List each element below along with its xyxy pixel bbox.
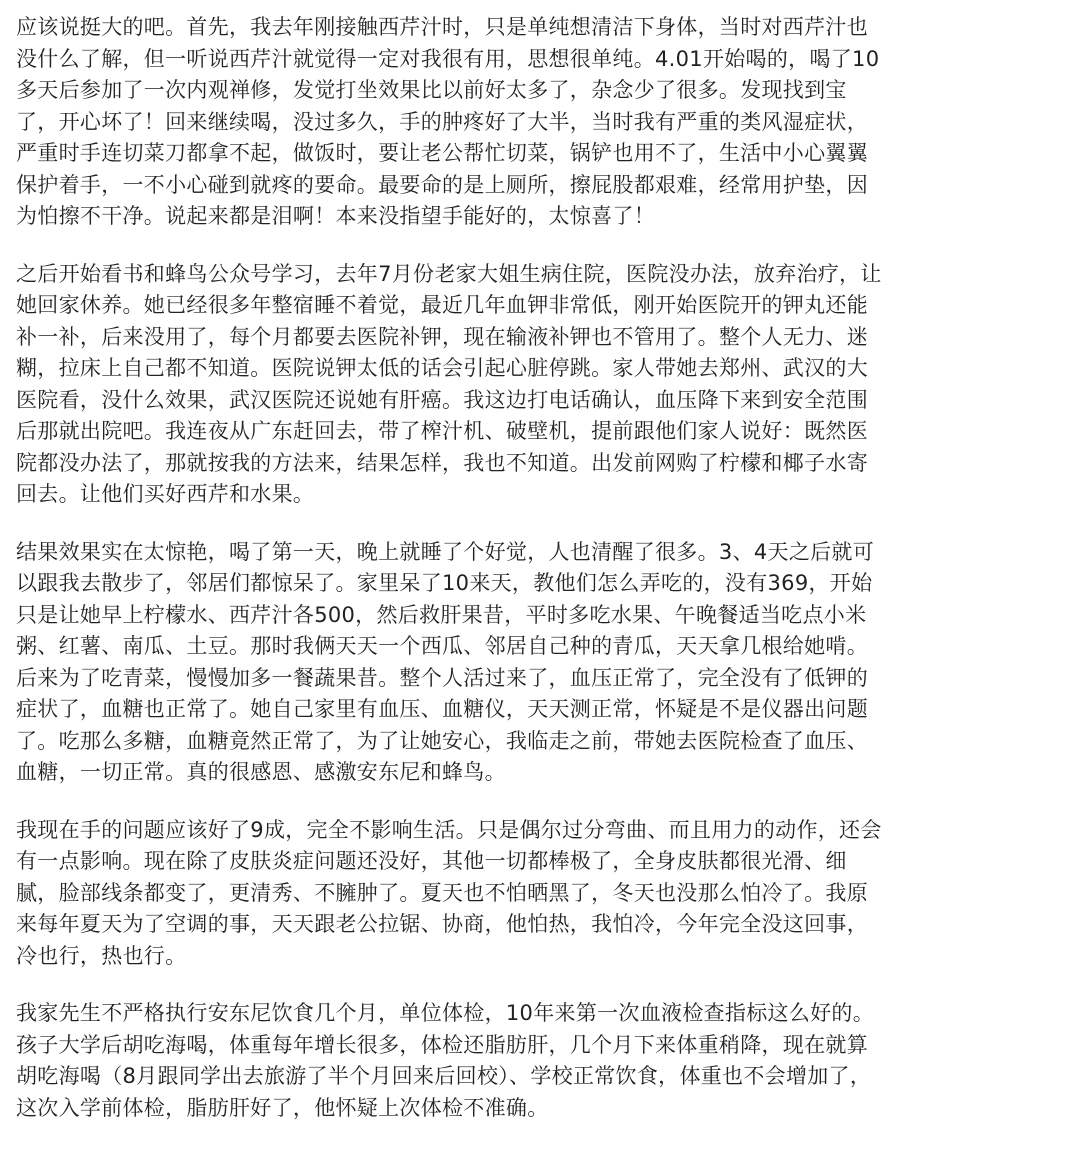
text-line: 医院看，没什么效果，武汉医院还说她有肝癌。我这边打电话确认，血压降下来到安全范围	[16, 387, 868, 412]
text-line: 我家先生不严格执行安东尼饮食几个月，单位体检，10年来第一次血液检查指标这么好的。	[16, 1001, 875, 1025]
text-line: 院都没办法了，那就按我的方法来，结果怎样，我也不知道。出发前网购了柠檬和椰子水寄	[16, 450, 868, 475]
text-line: 胡吃海喝（8月跟同学出去旅游了半个月回来后回校）、学校正常饮食，体重也不会增加了，	[16, 1064, 872, 1088]
text-line: 腻，脸部线条都变了，更清秀、不臃肿了。夏天也不怕晒黑了，冬天也没那么怕冷了。我原	[16, 880, 868, 905]
text-line: 我现在手的问题应该好了9成，完全不影响生活。只是偶尔过分弯曲、而且用力的动作，还会	[16, 817, 882, 842]
text-line: 血糖，一切正常。真的很感恩、感激安东尼和蜂鸟。	[16, 760, 506, 784]
text-line: 应该说挺大的吧。首先，我去年刚接触西芹汁时，只是单纯想清洁下身体，当时对西芹汁也	[16, 15, 868, 39]
paragraph-2	[16, 259, 1066, 511]
document-body	[16, 12, 1066, 1150]
text-line: 糊，拉床上自己都不知道。医院说钾太低的话会引起心脏停跳。家人带她去郑州、武汉的大	[16, 356, 868, 380]
text-line: 以跟我去散步了，邻居们都惊呆了。家里呆了10来天，教他们怎么弄吃的，没有369，开始	[16, 571, 873, 595]
text-line: 结果效果实在太惊艳，喝了第一天，晚上就睡了个好觉，人也清醒了很多。3、4天之后就可	[16, 539, 875, 564]
text-line: 后那就出院吧。我连夜从广东赶回去，带了榨汁机、破壁机，提前跟他们家人说好：既然医	[16, 419, 868, 443]
text-line: 来每年夏天为了空调的事，天天跟老公拉锯、协商，他怕热，我怕冷，今年完全没这回事，	[16, 912, 868, 936]
paragraph-5	[16, 998, 1066, 1124]
paragraph-3	[16, 537, 1066, 789]
text-line: 了，开心坏了！回来继续喝，没过多久，手的肿疼好了大半，当时我有严重的类风湿症状，	[16, 109, 868, 134]
text-line: 有一点影响。现在除了皮肤炎症问题还没好，其他一切都棒极了，全身皮肤都很光滑、细	[16, 849, 847, 873]
text-line: 冷也行，热也行。	[16, 943, 187, 968]
text-line: 孩子大学后胡吃海喝，体重每年增长很多，体检还脂肪肝，几个月下来体重稍降，现在就算	[16, 1032, 868, 1057]
text-line: 多天后参加了一次内观禅修，发觉打坐效果比以前好太多了，杂念少了很多。发现找到宝	[16, 78, 847, 102]
text-line: 没什么了解，但一听说西芹汁就觉得一定对我很有用，思想很单纯。4.01开始喝的，喝了10	[16, 46, 880, 71]
paragraph-1	[16, 12, 1066, 233]
text-line: 回去。让他们买好西芹和水果。	[16, 482, 315, 506]
text-line: 这次入学前体检，脂肪肝好了，他怀疑上次体检不准确。	[16, 1095, 549, 1120]
text-line: 后来为了吃青菜，慢慢加多一餐蔬果昔。整个人活过来了，血压正常了，完全没有了低钾的	[16, 665, 868, 690]
text-line: 粥、红薯、南瓜、土豆。那时我俩天天一个西瓜、邻居自己种的青瓜，天天拿几根给她啃。	[16, 634, 868, 658]
text-line: 症状了，血糖也正常了。她自己家里有血压、血糖仪，天天测正常，怀疑是不是仪器出问题	[16, 697, 868, 721]
text-line: 为怕擦不干净。说起来都是泪啊！本来没指望手能好的，太惊喜了！	[16, 204, 655, 228]
text-line: 严重时手连切菜刀都拿不起，做饭时，要让老公帮忙切菜，锅铲也用不了，生活中小心翼翼	[16, 141, 868, 165]
text-line: 她回家休养。她已经很多年整宿睡不着觉，最近几年血钾非常低，刚开始医院开的钾丸还能	[16, 293, 868, 317]
text-line: 补一补，后来没用了，每个月都要去医院补钾，现在输液补钾也不管用了。整个人无力、迷	[16, 324, 868, 349]
text-line: 了。吃那么多糖，血糖竟然正常了，为了让她安心，我临走之前，带她去医院检查了血压、	[16, 728, 868, 753]
text-line: 保护着手，一不小心碰到就疼的要命。最要命的是上厕所，擦屁股都艰难，经常用护垫，因	[16, 172, 868, 197]
text-line: 之后开始看书和蜂鸟公众号学习，去年7月份老家大姐生病住院，医院没办法，放弃治疗，让	[16, 261, 882, 286]
paragraph-4	[16, 815, 1066, 973]
text-line: 只是让她早上柠檬水、西芹汁各500，然后救肝果昔，平时多吃水果、午晚餐适当吃点小米	[16, 602, 867, 627]
